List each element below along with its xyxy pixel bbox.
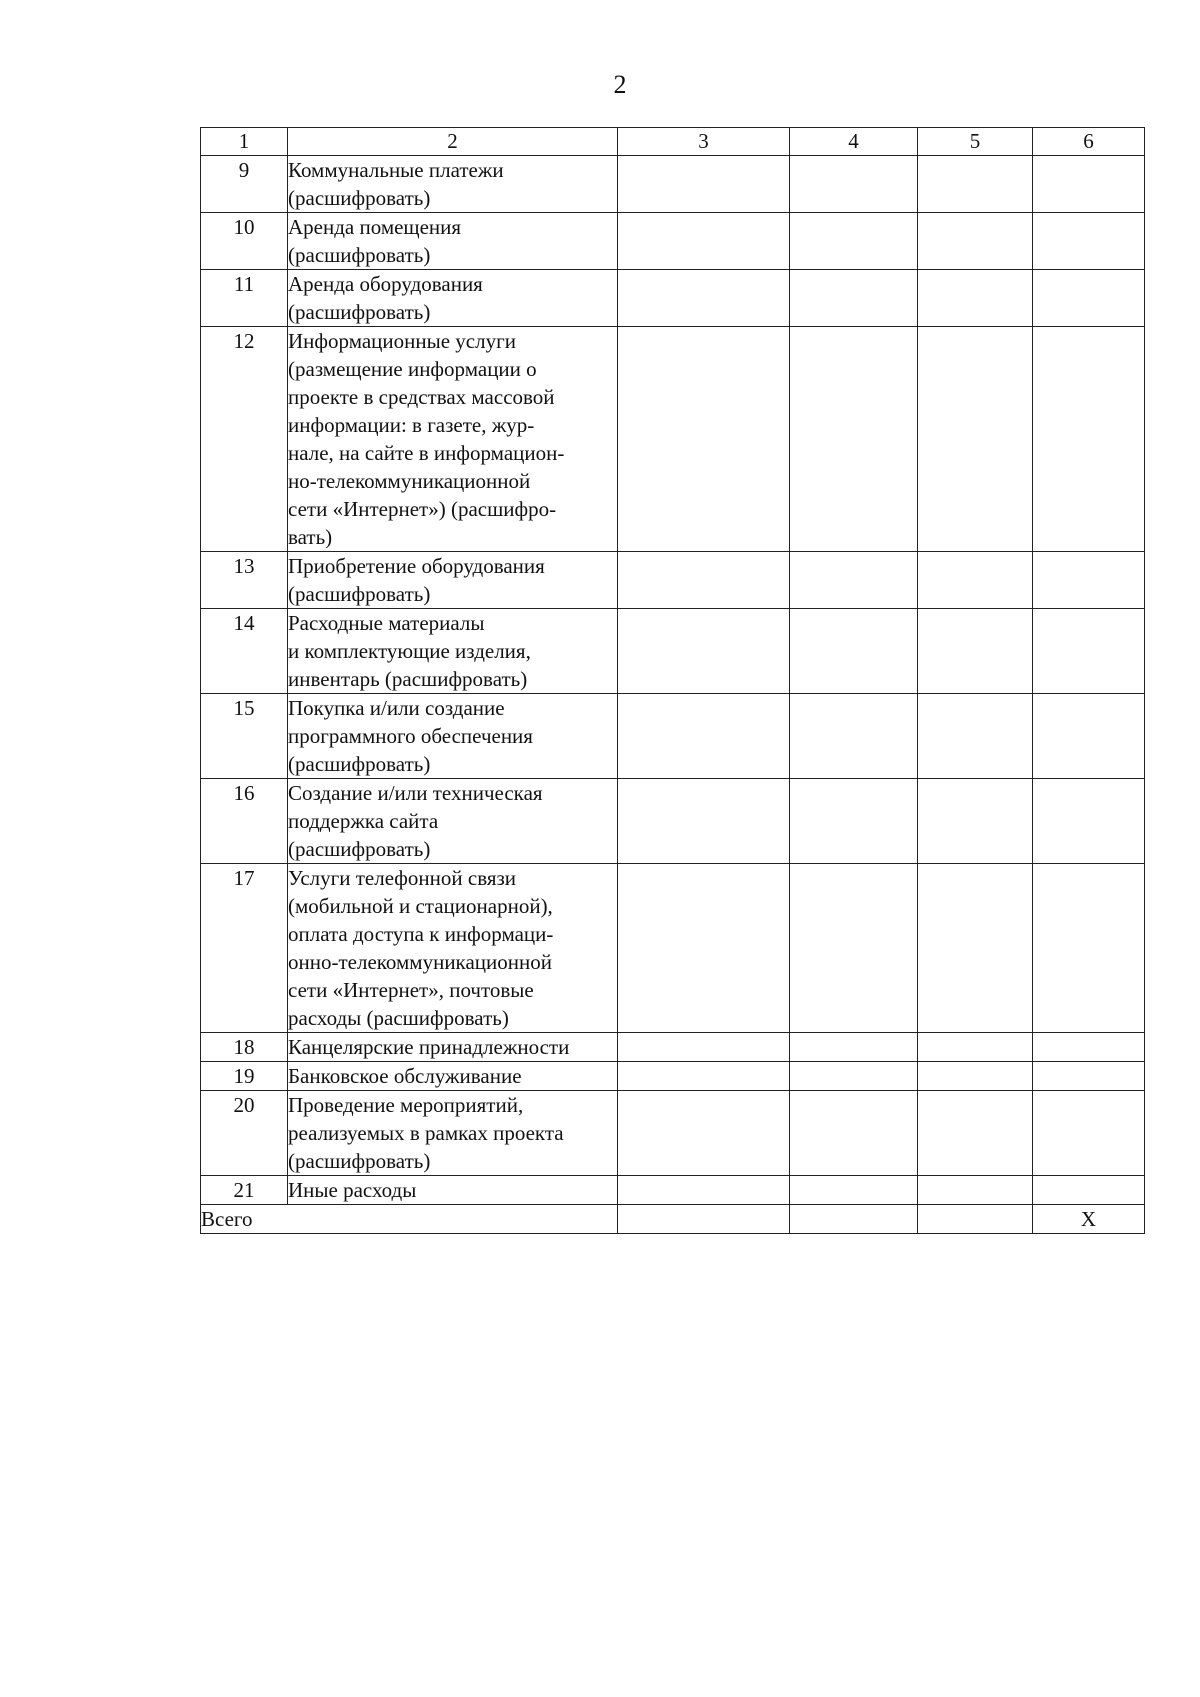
expense-name: Аренда оборудования (расшифровать): [288, 270, 618, 327]
value-cell: [918, 1062, 1033, 1091]
value-cell: [790, 1091, 918, 1176]
row-number: 18: [201, 1033, 288, 1062]
value-cell: [1033, 552, 1145, 609]
value-cell: [618, 779, 790, 864]
expense-name: Коммунальные платежи (расшифровать): [288, 156, 618, 213]
value-cell: [790, 1176, 918, 1205]
expense-name: Создание и/или техническая поддержка сайта (расшифровать): [288, 779, 618, 864]
value-cell: [1033, 1091, 1145, 1176]
budget-table: [200, 127, 1145, 1234]
value-cell: [1033, 213, 1145, 270]
header-cell-4: 4: [790, 128, 918, 156]
value-cell: [918, 1033, 1033, 1062]
total-value-cell: [918, 1205, 1033, 1234]
table-row: [201, 270, 1145, 327]
table-row: [201, 156, 1145, 213]
table-row: [201, 864, 1145, 1033]
row-number: 17: [201, 864, 288, 1033]
table-row: [201, 1176, 1145, 1205]
value-cell: [1033, 864, 1145, 1033]
value-cell: [1033, 270, 1145, 327]
row-number: 13: [201, 552, 288, 609]
expense-name: Информационные услуги (размещение информации о проекте в средствах массовой информации: в газете, жур- нале, на сайте в информацион- но-телекоммуникационной сети «Интернет») (расшифро- вать): [288, 327, 618, 552]
value-cell: [790, 864, 918, 1033]
value-cell: [618, 864, 790, 1033]
value-cell: [918, 213, 1033, 270]
value-cell: [918, 609, 1033, 694]
row-number: 15: [201, 694, 288, 779]
expense-name: Услуги телефонной связи (мобильной и стационарной), оплата доступа к информаци- онно-телекоммуникационной сети «Интернет», почтовые расходы (расшифровать): [288, 864, 618, 1033]
value-cell: [1033, 694, 1145, 779]
value-cell: [1033, 1176, 1145, 1205]
value-cell: [618, 1091, 790, 1176]
value-cell: [918, 1176, 1033, 1205]
total-label: Всего: [201, 1205, 618, 1234]
total-value-cell: [790, 1205, 918, 1234]
row-number: 10: [201, 213, 288, 270]
value-cell: [1033, 779, 1145, 864]
value-cell: [918, 327, 1033, 552]
expense-name: Приобретение оборудования (расшифровать): [288, 552, 618, 609]
value-cell: [1033, 1062, 1145, 1091]
header-cell-2: 2: [288, 128, 618, 156]
value-cell: [918, 156, 1033, 213]
value-cell: [618, 213, 790, 270]
table-row: [201, 609, 1145, 694]
value-cell: [1033, 609, 1145, 694]
row-number: 20: [201, 1091, 288, 1176]
value-cell: [618, 694, 790, 779]
expense-name: Проведение мероприятий, реализуемых в рамках проекта (расшифровать): [288, 1091, 618, 1176]
value-cell: [790, 270, 918, 327]
value-cell: [618, 552, 790, 609]
value-cell: [790, 694, 918, 779]
value-cell: [918, 552, 1033, 609]
value-cell: [790, 156, 918, 213]
value-cell: [618, 156, 790, 213]
value-cell: [918, 1091, 1033, 1176]
page-number: 2: [613, 70, 627, 99]
value-cell: [790, 609, 918, 694]
table-row: [201, 327, 1145, 552]
value-cell: [618, 609, 790, 694]
value-cell: [618, 1033, 790, 1062]
value-cell: [790, 552, 918, 609]
row-number: 21: [201, 1176, 288, 1205]
header-cell-5: 5: [918, 128, 1033, 156]
value-cell: [1033, 156, 1145, 213]
total-mark: Х: [1033, 1205, 1145, 1234]
expense-name: Расходные материалы и комплектующие изделия, инвентарь (расшифровать): [288, 609, 618, 694]
row-number: 16: [201, 779, 288, 864]
header-cell-6: 6: [1033, 128, 1145, 156]
table-row: [201, 552, 1145, 609]
value-cell: [618, 270, 790, 327]
row-number: 14: [201, 609, 288, 694]
value-cell: [618, 327, 790, 552]
table-row: [201, 1033, 1145, 1062]
header-cell-1: 1: [201, 128, 288, 156]
expense-name: Аренда помещения (расшифровать): [288, 213, 618, 270]
value-cell: [790, 1062, 918, 1091]
value-cell: [918, 270, 1033, 327]
row-number: 19: [201, 1062, 288, 1091]
value-cell: [918, 864, 1033, 1033]
row-number: 11: [201, 270, 288, 327]
table-row: [201, 1091, 1145, 1176]
table-row: [201, 694, 1145, 779]
table-row: [201, 1062, 1145, 1091]
value-cell: [618, 1176, 790, 1205]
value-cell: [918, 694, 1033, 779]
value-cell: [790, 213, 918, 270]
total-row: [201, 1205, 1145, 1234]
expense-name: Банковское обслуживание: [288, 1062, 618, 1091]
table-header-row: [201, 128, 1145, 156]
value-cell: [618, 1062, 790, 1091]
row-number: 9: [201, 156, 288, 213]
value-cell: [918, 779, 1033, 864]
value-cell: [1033, 327, 1145, 552]
total-value-cell: [618, 1205, 790, 1234]
value-cell: [790, 1033, 918, 1062]
expense-name: Иные расходы: [288, 1176, 618, 1205]
value-cell: [790, 327, 918, 552]
row-number: 12: [201, 327, 288, 552]
value-cell: [1033, 1033, 1145, 1062]
expense-name: Покупка и/или создание программного обеспечения (расшифровать): [288, 694, 618, 779]
value-cell: [790, 779, 918, 864]
header-cell-3: 3: [618, 128, 790, 156]
expense-name: Канцелярские принадлежности: [288, 1033, 618, 1062]
table-row: [201, 213, 1145, 270]
table-row: [201, 779, 1145, 864]
